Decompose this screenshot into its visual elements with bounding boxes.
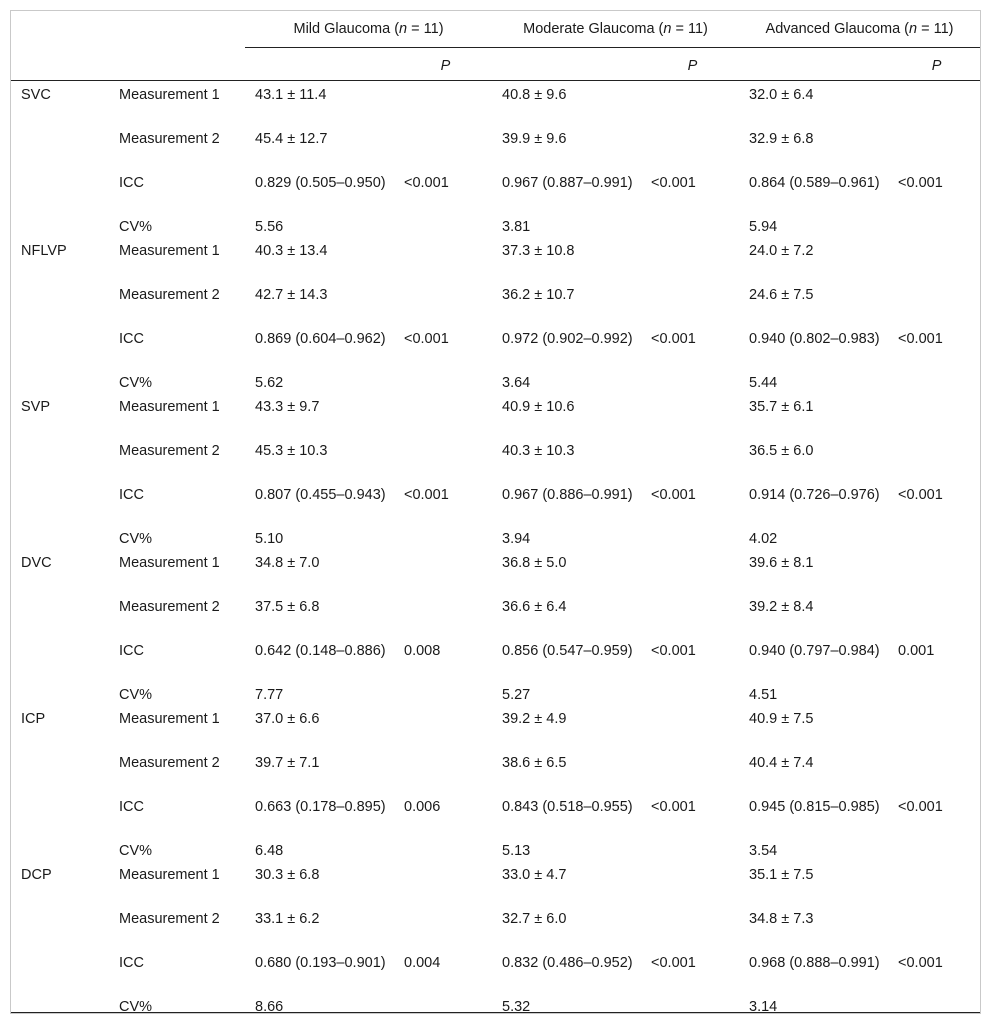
table-row [11,237,980,281]
header-empty-cell [492,48,646,81]
section-label [11,325,109,369]
section-label [11,525,109,549]
moderate-value: 5.13 [502,843,531,859]
mild-value: 5.10 [255,531,284,547]
row-label: ICC [119,955,144,971]
advanced-p-value [893,549,980,593]
advanced-value: 40.4 ± 7.4 [749,755,814,771]
moderate-p-value [646,861,739,905]
header-empty-cell [739,48,893,81]
row-label: Measurement 2 [119,911,220,927]
mild-p-value [399,749,492,793]
advanced-p-value [893,593,980,637]
mild-value: 0.680 (0.193–0.901) [255,955,386,971]
row-label: Measurement 1 [119,867,220,883]
advanced-p-value [893,749,980,793]
advanced-value: 0.940 (0.802–0.983) [749,331,880,347]
moderate-p-value [646,125,739,169]
moderate-p-value [646,369,739,393]
advanced-value: 40.9 ± 7.5 [749,711,814,727]
row-label: Measurement 1 [119,87,220,103]
mild-p-value [399,237,492,281]
advanced-value: 0.945 (0.815–0.985) [749,799,880,815]
advanced-value: 34.8 ± 7.3 [749,911,814,927]
section-label [11,437,109,481]
table-row [11,993,980,1021]
moderate-p-value [646,549,739,593]
mild-p-value [399,993,492,1021]
table-row [11,281,980,325]
moderate-p-value [646,681,739,705]
table-row [11,125,980,169]
mild-value: 0.642 (0.148–0.886) [255,643,386,659]
advanced-value: 0.864 (0.589–0.961) [749,175,880,191]
table-row [11,437,980,481]
mild-p-value [399,525,492,549]
group-header-moderate: Moderate Glaucoma (n = 11) [492,11,739,48]
advanced-p-value [893,237,980,281]
advanced-value: 0.940 (0.797–0.984) [749,643,880,659]
mild-p-value [399,281,492,325]
section-label [11,281,109,325]
moderate-value: 0.832 (0.486–0.952) [502,955,633,971]
moderate-value: 40.8 ± 9.6 [502,87,567,103]
table-frame [10,10,981,1014]
section-label [11,837,109,861]
advanced-value: 35.1 ± 7.5 [749,867,814,883]
advanced-value: 3.54 [749,843,778,859]
section-label: DVC [21,555,52,571]
advanced-p-value [893,437,980,481]
mild-value: 39.7 ± 7.1 [255,755,320,771]
moderate-p-value [646,393,739,437]
header-empty-cell [11,11,245,48]
moderate-p-value [646,993,739,1021]
moderate-value: 36.2 ± 10.7 [502,287,575,303]
mild-p-value [399,705,492,749]
mild-value: 43.3 ± 9.7 [255,399,320,415]
mild-p-value [399,369,492,393]
mild-p-value [399,437,492,481]
row-label: CV% [119,687,153,703]
p-header-advanced: P [931,58,942,74]
advanced-value: 4.51 [749,687,778,703]
advanced-p-value [893,861,980,905]
moderate-p-value [646,237,739,281]
section-label [11,949,109,993]
mild-value: 0.807 (0.455–0.943) [255,487,386,503]
advanced-p-value: <0.001 [898,331,943,347]
moderate-value: 32.7 ± 6.0 [502,911,567,927]
table-row [11,949,980,993]
advanced-value: 24.0 ± 7.2 [749,243,814,259]
moderate-value: 36.6 ± 6.4 [502,599,567,615]
row-label: Measurement 2 [119,599,220,615]
mild-value: 33.1 ± 6.2 [255,911,320,927]
mild-value: 37.5 ± 6.8 [255,599,320,615]
mild-value: 5.62 [255,375,284,391]
header-empty-cell [11,48,245,81]
row-label: Measurement 2 [119,287,220,303]
mild-value: 45.4 ± 12.7 [255,131,328,147]
advanced-value: 39.6 ± 8.1 [749,555,814,571]
moderate-p-value [646,837,739,861]
table-row [11,481,980,525]
section-label: ICP [21,711,46,727]
moderate-p-value: <0.001 [651,955,696,971]
mild-value: 7.77 [255,687,284,703]
row-label: Measurement 2 [119,443,220,459]
advanced-p-value [893,905,980,949]
moderate-value: 0.967 (0.886–0.991) [502,487,633,503]
row-label: ICC [119,175,144,191]
section-label [11,793,109,837]
advanced-value: 0.968 (0.888–0.991) [749,955,880,971]
moderate-value: 39.9 ± 9.6 [502,131,567,147]
advanced-p-value [893,81,980,126]
reliability-table [11,11,980,1021]
mild-p-value: <0.001 [404,487,449,503]
section-label [11,749,109,793]
advanced-value: 24.6 ± 7.5 [749,287,814,303]
table-row [11,837,980,861]
advanced-value: 5.94 [749,219,778,235]
mild-value: 8.66 [255,999,284,1015]
advanced-p-value [893,393,980,437]
mild-p-value [399,593,492,637]
moderate-value: 37.3 ± 10.8 [502,243,575,259]
mild-p-value [399,81,492,126]
mild-p-value [399,125,492,169]
section-label [11,369,109,393]
table-header [11,11,980,81]
moderate-p-value [646,593,739,637]
moderate-p-value: <0.001 [651,175,696,191]
advanced-value: 3.14 [749,999,778,1015]
mild-value: 30.3 ± 6.8 [255,867,320,883]
mild-value: 6.48 [255,843,284,859]
section-label [11,905,109,949]
moderate-value: 39.2 ± 4.9 [502,711,567,727]
moderate-p-value [646,705,739,749]
mild-p-value [399,549,492,593]
table-row [11,749,980,793]
row-label: ICC [119,487,144,503]
advanced-p-value [893,993,980,1021]
moderate-value: 0.856 (0.547–0.959) [502,643,633,659]
row-label: Measurement 1 [119,243,220,259]
moderate-p-value [646,525,739,549]
mild-p-value [399,213,492,237]
mild-value: 37.0 ± 6.6 [255,711,320,727]
moderate-p-value [646,437,739,481]
mild-p-value [399,861,492,905]
mild-value: 0.829 (0.505–0.950) [255,175,386,191]
advanced-p-value: <0.001 [898,487,943,503]
moderate-p-value [646,905,739,949]
header-empty-cell [245,48,399,81]
advanced-p-value: <0.001 [898,955,943,971]
moderate-value: 33.0 ± 4.7 [502,867,567,883]
table-body [11,81,980,1022]
row-label: CV% [119,531,153,547]
section-label [11,593,109,637]
advanced-p-value: <0.001 [898,175,943,191]
advanced-p-value [893,369,980,393]
row-label: ICC [119,643,144,659]
advanced-p-value [893,705,980,749]
p-header-mild: P [440,58,451,74]
advanced-p-value: 0.001 [898,643,935,659]
section-label: NFLVP [21,243,67,259]
advanced-value: 36.5 ± 6.0 [749,443,814,459]
moderate-value: 38.6 ± 6.5 [502,755,567,771]
section-label [11,169,109,213]
mild-value: 45.3 ± 10.3 [255,443,328,459]
mild-p-value: 0.008 [404,643,441,659]
mild-value: 42.7 ± 14.3 [255,287,328,303]
table-row [11,169,980,213]
mild-value: 40.3 ± 13.4 [255,243,328,259]
moderate-value: 5.32 [502,999,531,1015]
advanced-value: 0.914 (0.726–0.976) [749,487,880,503]
advanced-p-value [893,525,980,549]
advanced-value: 32.0 ± 6.4 [749,87,814,103]
table-row [11,593,980,637]
moderate-value: 40.9 ± 10.6 [502,399,575,415]
table-row [11,681,980,705]
moderate-value: 0.843 (0.518–0.955) [502,799,633,815]
moderate-value: 0.967 (0.887–0.991) [502,175,633,191]
moderate-p-value [646,281,739,325]
moderate-value: 0.972 (0.902–0.992) [502,331,633,347]
section-label [11,993,109,1021]
table-row [11,705,980,749]
table-row [11,905,980,949]
table-row [11,793,980,837]
moderate-value: 3.64 [502,375,531,391]
moderate-p-value: <0.001 [651,643,696,659]
row-label: Measurement 1 [119,399,220,415]
mild-p-value: 0.006 [404,799,441,815]
advanced-value: 35.7 ± 6.1 [749,399,814,415]
advanced-value: 4.02 [749,531,778,547]
moderate-value: 36.8 ± 5.0 [502,555,567,571]
advanced-p-value [893,213,980,237]
advanced-p-value [893,681,980,705]
mild-value: 0.869 (0.604–0.962) [255,331,386,347]
section-label [11,125,109,169]
table-row [11,525,980,549]
moderate-p-value: <0.001 [651,487,696,503]
advanced-p-value [893,281,980,325]
table-row [11,369,980,393]
mild-p-value: 0.004 [404,955,441,971]
section-label [11,637,109,681]
row-label: Measurement 1 [119,711,220,727]
table-row [11,325,980,369]
mild-value: 43.1 ± 11.4 [255,87,327,103]
group-header-advanced: Advanced Glaucoma (n = 11) [739,11,980,48]
row-label: Measurement 2 [119,755,220,771]
moderate-value: 5.27 [502,687,531,703]
mild-value: 5.56 [255,219,284,235]
mild-p-value [399,681,492,705]
table-row [11,213,980,237]
moderate-value: 3.94 [502,531,531,547]
section-label: SVP [21,399,51,415]
row-label: CV% [119,843,153,859]
mild-value: 34.8 ± 7.0 [255,555,320,571]
mild-p-value [399,837,492,861]
advanced-value: 32.9 ± 6.8 [749,131,814,147]
advanced-value: 5.44 [749,375,778,391]
table-row [11,81,980,126]
table-row [11,637,980,681]
section-label [11,481,109,525]
moderate-value: 3.81 [502,219,531,235]
section-label [11,681,109,705]
section-label: DCP [21,867,52,883]
table-row [11,393,980,437]
mild-p-value: <0.001 [404,175,449,191]
bottom-rule [11,1012,980,1013]
p-header-moderate: P [687,58,698,74]
section-label: SVC [21,87,51,103]
group-header-mild: Mild Glaucoma (n = 11) [245,11,492,48]
moderate-p-value [646,81,739,126]
row-label: CV% [119,999,153,1015]
moderate-p-value: <0.001 [651,799,696,815]
advanced-p-value [893,125,980,169]
table-row [11,549,980,593]
mild-value: 0.663 (0.178–0.895) [255,799,386,815]
section-label [11,213,109,237]
moderate-p-value [646,213,739,237]
moderate-p-value: <0.001 [651,331,696,347]
advanced-value: 39.2 ± 8.4 [749,599,814,615]
mild-p-value [399,905,492,949]
table-row [11,861,980,905]
moderate-p-value [646,749,739,793]
row-label: Measurement 1 [119,555,220,571]
advanced-p-value: <0.001 [898,799,943,815]
row-label: CV% [119,375,153,391]
mild-p-value: <0.001 [404,331,449,347]
row-label: Measurement 2 [119,131,220,147]
moderate-value: 40.3 ± 10.3 [502,443,575,459]
advanced-p-value [893,837,980,861]
mild-p-value [399,393,492,437]
row-label: ICC [119,331,144,347]
row-label: ICC [119,799,144,815]
row-label: CV% [119,219,153,235]
